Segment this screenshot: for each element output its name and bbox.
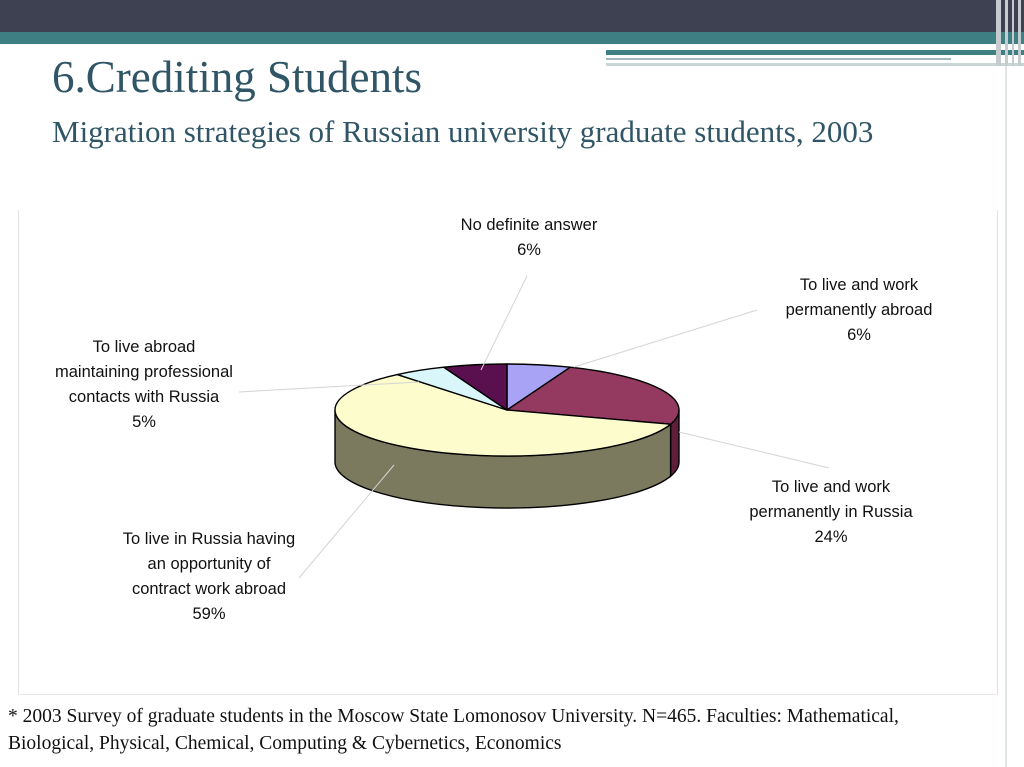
pie-chart: [19, 210, 997, 694]
slice-label-1: [749, 478, 913, 546]
corner-stripes: [994, 0, 1024, 66]
top-banner-bar: [0, 0, 1024, 32]
footnote-line-1: * 2003 Survey of graduate students in the Moscow State Lomonosov University. N=465. Faculties: Mathematical,: [8, 706, 899, 727]
slice-label-4: [461, 216, 598, 259]
footnote-line-2: Biological, Physical, Chemical, Computing & Cybernetics, Economics: [8, 733, 562, 754]
slice-label-line: permanently in Russia: [749, 503, 913, 521]
slice-label-line: maintaining professional: [55, 363, 233, 381]
slice-label-line: To live in Russia having: [122, 530, 296, 548]
slice-value-1: 24%: [814, 528, 848, 546]
slice-label-line: permanently abroad: [785, 301, 933, 319]
slice-label-0: [786, 276, 933, 344]
leader-line-1: [679, 432, 829, 468]
leader-line-0: [574, 310, 757, 367]
top-accent-line-2: [606, 63, 1024, 66]
slice-value-4: 6%: [517, 241, 541, 259]
slide-title: 6.Crediting Students: [52, 52, 422, 102]
chart-area: [18, 210, 998, 695]
slice-label-line: To live and work: [799, 276, 919, 294]
right-border-line: [1005, 66, 1007, 767]
slide-subtitle: Migration strategies of Russian university graduate students, 2003: [52, 114, 874, 149]
slice-label-line: To live and work: [771, 478, 891, 496]
top-teal-accent: [606, 50, 1024, 55]
slice-label-line: an opportunity of: [147, 555, 271, 573]
slice-label-2: [123, 530, 295, 623]
top-accent-line: [606, 58, 951, 60]
top-teal-bar: [0, 32, 1024, 44]
slice-label-3: [55, 338, 233, 431]
pie-top: [335, 364, 679, 456]
slice-label-line: To live abroad: [92, 338, 196, 356]
slice-value-2: 59%: [192, 605, 226, 623]
leader-line-4: [481, 276, 527, 370]
slice-label-line: contacts with Russia: [68, 388, 220, 406]
slice-value-0: 6%: [847, 326, 871, 344]
footnote: [8, 703, 1018, 757]
slice-value-3: 5%: [132, 413, 156, 431]
leader-line-2: [299, 465, 394, 578]
slice-label-line: contract work abroad: [131, 580, 287, 598]
slice-label-line: No definite answer: [460, 216, 598, 234]
